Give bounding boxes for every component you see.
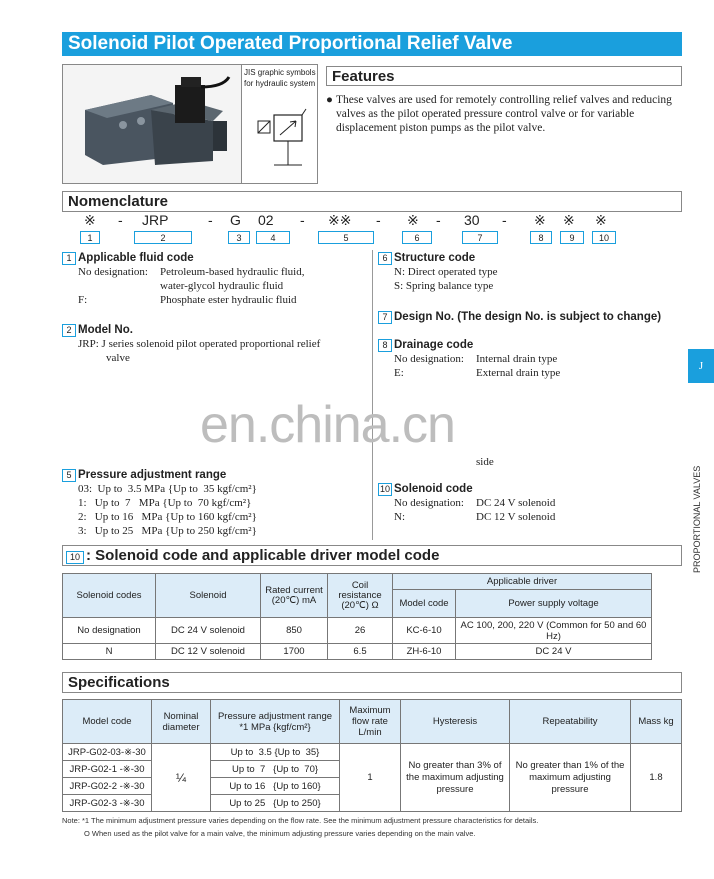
item-title: Pressure adjustment range: [78, 469, 227, 481]
code-part: ※※: [328, 212, 352, 228]
nom-number: 5: [318, 231, 374, 244]
item-title: Design No. (The design No. is subject to change): [394, 311, 662, 323]
table-cell: AC 100, 200, 220 V (Common for 50 and 60 Hz): [456, 618, 652, 644]
solenoid-section-heading: [62, 545, 682, 566]
item-text: Petroleum-based hydraulic fluid,: [160, 266, 305, 278]
nomenclature-heading: Nomenclature: [62, 191, 682, 212]
code-part: G: [230, 212, 241, 228]
nom-number: 1: [80, 231, 100, 244]
table-row: [63, 744, 682, 761]
item-text: N: Direct operated type: [394, 266, 498, 278]
code-part: ※: [534, 212, 546, 228]
col-header: Maximum flow rate L/min: [340, 700, 401, 744]
item-text: Phosphate ester hydraulic fluid: [160, 294, 297, 306]
item-drainage-code: [378, 338, 688, 380]
col-header: Power supply voltage: [456, 590, 652, 618]
valve-photo: [63, 65, 241, 183]
nomenclature-code: [62, 212, 682, 228]
item-text: F:: [78, 294, 88, 306]
specifications-table: [62, 699, 682, 812]
nom-number: 3: [228, 231, 250, 244]
table-cell: Up to 25 {Up to 250}: [211, 795, 340, 812]
table-cell: Up to 16 {Up to 160}: [211, 778, 340, 795]
item-text: 2: Up to 16 MPa {Up to 160 kgf/cm²}: [78, 511, 257, 523]
col-header: Model code: [63, 700, 152, 744]
item-number: 5: [62, 469, 76, 482]
solenoid-table: [62, 573, 652, 660]
item-text: 1: Up to 7 MPa {Up to 70 kgf/cm²}: [78, 497, 252, 509]
item-text: Internal drain type: [476, 353, 558, 365]
code-part: -: [118, 212, 123, 228]
table-cell: JRP-G02-03-※-30: [63, 744, 152, 761]
item-text: External drain type: [476, 367, 561, 379]
code-part: ※: [84, 212, 96, 228]
product-figure: [62, 64, 318, 184]
col-header: Nominal diameter: [152, 700, 211, 744]
table-cell: N: [63, 644, 156, 660]
item-number: 1: [62, 252, 76, 265]
item-number: 10: [66, 551, 84, 564]
item-title: Model No.: [78, 324, 133, 336]
table-cell: KC-6-10: [393, 618, 456, 644]
table-cell: 6.5: [328, 644, 393, 660]
table-cell: JRP-G02-1 -※-30: [63, 761, 152, 778]
section-tab[interactable]: J: [688, 349, 714, 383]
side-label: [690, 395, 706, 575]
table-cell: 1.8: [631, 744, 682, 812]
table-cell: ZH-6-10: [393, 644, 456, 660]
code-part: JRP: [142, 212, 169, 228]
item-text: DC 12 V solenoid: [476, 511, 556, 523]
specifications-heading: Specifications: [62, 672, 682, 693]
item-text: No designation:: [394, 353, 464, 365]
item-number: 7: [378, 311, 392, 324]
code-part: -: [300, 212, 305, 228]
table-row: [63, 644, 652, 660]
nom-number: 4: [256, 231, 290, 244]
jis-symbol-icon: [250, 105, 312, 175]
item-text: JRP: J series solenoid pilot operated proportional relief: [78, 338, 321, 350]
table-cell: ¼: [152, 744, 211, 812]
item-text: DC 24 V solenoid: [476, 497, 556, 509]
nom-number: 9: [560, 231, 584, 244]
table-cell: DC 12 V solenoid: [156, 644, 261, 660]
jis-label: JIS graphic symbols for hydraulic system: [244, 68, 316, 88]
table-row: [63, 618, 652, 644]
table-cell: 26: [328, 618, 393, 644]
code-part: ※: [595, 212, 607, 228]
code-part: -: [436, 212, 441, 228]
col-header: Mass kg: [631, 700, 682, 744]
nom-number: 8: [530, 231, 552, 244]
code-part: 02: [258, 212, 274, 228]
item-title: Solenoid code: [394, 483, 473, 495]
item-number: 10: [379, 484, 390, 494]
item-text: N:: [394, 511, 405, 523]
table-cell: JRP-G02-3 -※-30: [63, 795, 152, 812]
watermark: en.china.cn: [200, 396, 455, 454]
item-design-no: [378, 310, 688, 324]
spec-note-2: O When used as the pilot valve for a main valve, the minimum adjusting pressure varies depending on the main valve.: [84, 829, 476, 838]
item-title: Drainage code: [394, 339, 474, 351]
col-header: Rated current (20℃) mA: [261, 574, 328, 618]
col-header: Applicable driver: [393, 574, 652, 590]
nom-number: 7: [462, 231, 498, 244]
col-header: Solenoid codes: [63, 574, 156, 618]
table-cell: 1: [340, 744, 401, 812]
nom-number: 2: [134, 231, 192, 244]
spec-note-1: Note: *1 The minimum adjustment pressure varies depending on the flow rate. See the minimum adjustment pressure characteristics for details.: [62, 816, 539, 825]
table-cell: No greater than 3% of the maximum adjusting pressure: [401, 744, 510, 812]
col-header: Hysteresis: [401, 700, 510, 744]
item-structure-code: [378, 251, 688, 293]
section-title: : Solenoid code and applicable driver model code: [86, 547, 440, 564]
item-pressure-range: [62, 468, 372, 538]
col-header: Repeatability: [510, 700, 631, 744]
table-cell: Up to 7 {Up to 70}: [211, 761, 340, 778]
item-solenoid-code: [378, 482, 688, 524]
item-text: 3: Up to 25 MPa {Up to 250 kgf/cm²}: [78, 525, 257, 537]
code-part: 30: [464, 212, 480, 228]
valve-image-icon: [63, 65, 241, 183]
col-header: Model code: [393, 590, 456, 618]
item-number: 8: [378, 339, 392, 352]
item-text: No designation:: [394, 497, 464, 509]
code-part: -: [502, 212, 507, 228]
bullet-icon: ●: [326, 94, 333, 106]
nom-number: 10: [592, 231, 616, 244]
features-heading: Features: [326, 66, 682, 86]
nom-number: 6: [402, 231, 432, 244]
table-cell: DC 24 V solenoid: [156, 618, 261, 644]
side-label-text: PROPORTIONAL VALVES: [692, 465, 702, 573]
item-text: water-glycol hydraulic fluid: [160, 280, 284, 292]
item-number: 2: [62, 324, 76, 337]
table-cell: DC 24 V: [456, 644, 652, 660]
col-header: Solenoid: [156, 574, 261, 618]
item-text: E:: [394, 367, 404, 379]
table-cell: 850: [261, 618, 328, 644]
col-header: Coil resistance (20℃) Ω: [328, 574, 393, 618]
item-fluid-code: [62, 251, 372, 307]
item-title: Applicable fluid code: [78, 252, 194, 264]
code-part: -: [208, 212, 213, 228]
code-part: ※: [407, 212, 419, 228]
page-title: Solenoid Pilot Operated Proportional Relief Valve: [62, 32, 682, 56]
col-header: Pressure adjustment range *1 MPa {kgf/cm²}: [211, 700, 340, 744]
item-text-fragment: side: [476, 456, 494, 468]
features-text: [326, 93, 682, 135]
code-part: -: [376, 212, 381, 228]
item-text: valve: [106, 352, 130, 364]
table-cell: 1700: [261, 644, 328, 660]
item-number: 6: [378, 252, 392, 265]
table-cell: No greater than 1% of the maximum adjusting pressure: [510, 744, 631, 812]
item-title: Structure code: [394, 252, 476, 264]
item-text: 03: Up to 3.5 MPa {Up to 35 kgf/cm²}: [78, 483, 257, 495]
item-text: No designation:: [78, 266, 148, 278]
item-model-no: [62, 323, 372, 365]
table-cell: No designation: [63, 618, 156, 644]
features-bullet: These valves are used for remotely controlling relief valves and reducing valves as the pilot operated pressure control valve or for variable displacement piston pumps as the pilot valve.: [336, 94, 672, 134]
table-cell: Up to 3.5 {Up to 35}: [211, 744, 340, 761]
jis-symbol-panel: [241, 65, 318, 183]
table-cell: JRP-G02-2 -※-30: [63, 778, 152, 795]
code-part: ※: [563, 212, 575, 228]
item-text: S: Spring balance type: [394, 280, 494, 292]
